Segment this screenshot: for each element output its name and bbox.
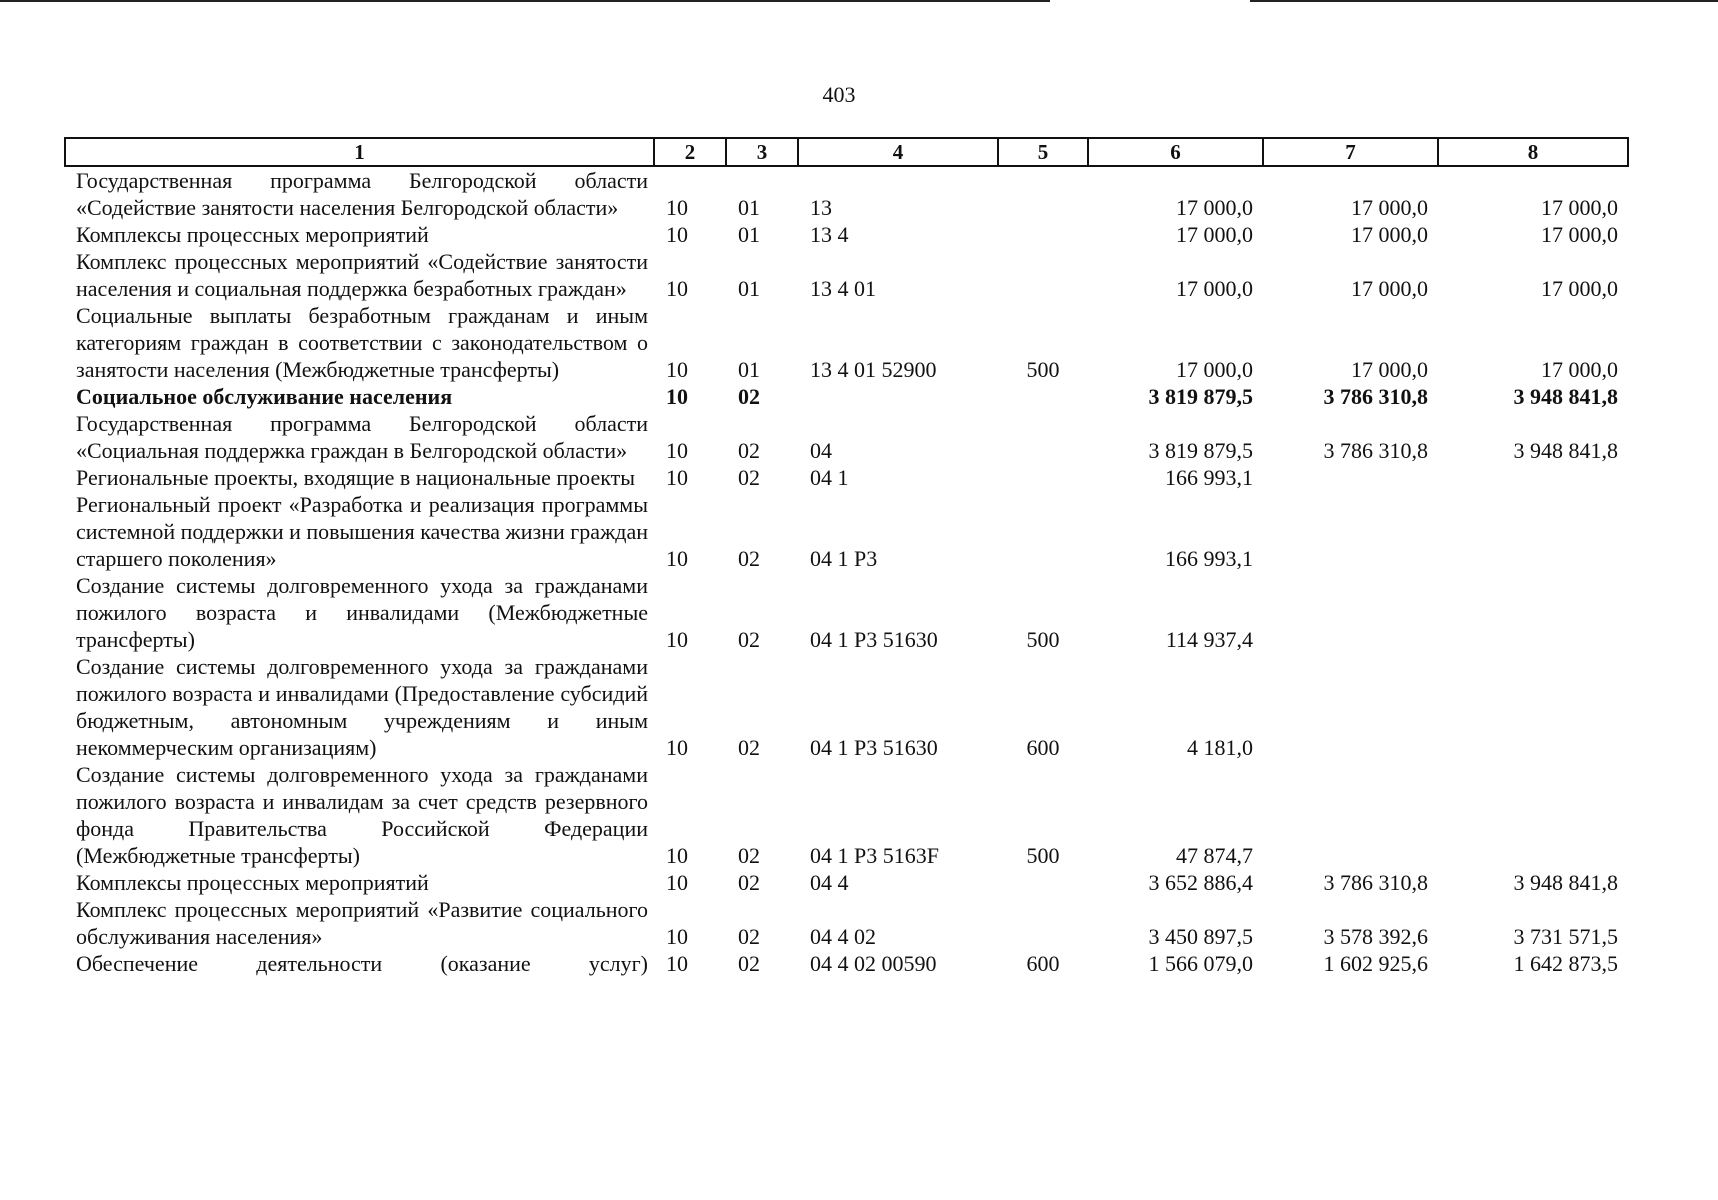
table-row [65,410,1628,464]
amount-col-6: 17 000,0 [1176,357,1253,382]
amount-col-6: 47 874,7 [1176,843,1253,868]
amount-col-7: 3 578 392,6 [1323,924,1428,949]
subsection-code: 02 [738,546,760,571]
amount-col-6: 166 993,1 [1165,465,1253,490]
table-row [65,869,1628,896]
expense-type-code: 500 [1026,357,1060,382]
amount-col-7 [1263,572,1438,653]
table-row [65,166,1628,221]
row-name: Государственная программа Белгородской области «Содействие занятости населения Белгородской области» [76,168,648,220]
amount-col-6: 17 000,0 [1176,276,1253,301]
header-cell: 6 [1088,138,1263,166]
section-code: 10 [666,870,688,895]
amount-col-6: 17 000,0 [1176,222,1253,247]
header-cell: 3 [726,138,798,166]
amount-col-8: 3 948 841,8 [1513,870,1618,895]
header-cell: 1 [65,138,654,166]
program-code: 04 1 Р3 51630 [810,735,938,760]
amount-col-7: 3 786 310,8 [1323,384,1428,409]
amount-col-7 [1263,491,1438,572]
amount-col-7 [1263,464,1438,491]
table-row [65,950,1628,977]
expense-type-code: 500 [1026,843,1060,868]
subsection-code: 02 [738,627,760,652]
amount-col-8: 17 000,0 [1541,222,1618,247]
expense-type-code [998,896,1088,950]
program-code: 04 4 [810,870,849,895]
subsection-code: 01 [738,276,760,301]
amount-col-7: 17 000,0 [1351,357,1428,382]
amount-col-7 [1263,761,1438,869]
row-name: Комплекс процессных мероприятий «Содействие занятости населения и социальная поддержка безработных граждан» [76,249,648,301]
amount-col-7: 17 000,0 [1351,276,1428,301]
header-cell: 4 [798,138,998,166]
program-code: 04 [810,438,832,463]
amount-col-6: 166 993,1 [1165,546,1253,571]
subsection-code: 02 [738,870,760,895]
table-row [65,653,1628,761]
table-row [65,572,1628,653]
expense-type-code [998,166,1088,221]
amount-col-6: 4 181,0 [1187,735,1253,760]
subsection-code: 02 [738,924,760,949]
amount-col-8 [1438,653,1628,761]
subsection-code: 02 [738,384,760,409]
table-row [65,383,1628,410]
program-code: 13 4 01 52900 [810,357,937,382]
subsection-code: 02 [738,438,760,463]
table-row [65,896,1628,950]
header-cell: 7 [1263,138,1438,166]
amount-col-6: 114 937,4 [1165,627,1253,652]
row-name: Региональные проекты, входящие в национальные проекты [76,465,636,490]
subsection-code: 01 [738,357,760,382]
program-code: 04 4 02 00590 [810,951,937,976]
program-code: 13 [810,195,832,220]
expense-type-code [998,869,1088,896]
section-code: 10 [666,951,688,976]
row-name: Комплекс процессных мероприятий «Развитие социального обслуживания населения» [76,897,648,949]
amount-col-8: 17 000,0 [1541,357,1618,382]
row-name: Создание системы долговременного ухода за гражданами пожилого возраста и инвалидам за счет средств резервного фонда Правительства Российской Федерации (Межбюджетные трансферты) [76,762,648,868]
row-name: Социальное обслуживание населения [76,384,453,409]
program-code [798,383,998,410]
expense-type-code [998,383,1088,410]
scan-edge-line [0,0,1050,2]
amount-col-6: 3 652 886,4 [1148,870,1253,895]
amount-col-7: 3 786 310,8 [1323,870,1428,895]
table-row [65,761,1628,869]
amount-col-7: 17 000,0 [1351,222,1428,247]
section-code: 10 [666,465,688,490]
expense-type-code [998,248,1088,302]
program-code: 13 4 [810,222,849,247]
section-code: 10 [666,438,688,463]
program-code: 04 1 Р3 5163F [810,843,939,868]
expense-type-code [998,464,1088,491]
amount-col-7: 1 602 925,6 [1323,951,1428,976]
expense-type-code: 500 [1026,627,1060,652]
expense-type-code [998,221,1088,248]
scan-edge-line [1250,0,1718,2]
program-code: 13 4 01 [810,276,876,301]
section-code: 10 [666,384,688,409]
row-name: Комплексы процессных мероприятий [76,222,429,247]
amount-col-8 [1438,572,1628,653]
section-code: 10 [666,222,688,247]
section-code: 10 [666,357,688,382]
section-code: 10 [666,276,688,301]
amount-col-8 [1438,464,1628,491]
table-row [65,221,1628,248]
expense-type-code: 600 [1026,951,1060,976]
table-row [65,491,1628,572]
section-code: 10 [666,843,688,868]
section-code: 10 [666,924,688,949]
table-body [65,166,1628,977]
expense-type-code [998,410,1088,464]
amount-col-8: 3 731 571,5 [1513,924,1618,949]
amount-col-7: 17 000,0 [1351,195,1428,220]
header-cell: 5 [998,138,1088,166]
amount-col-8: 1 642 873,5 [1513,951,1618,976]
row-name: Региональный проект «Разработка и реализация программы системной поддержки и повышения качества жизни граждан старшего поколения» [76,492,648,571]
subsection-code: 02 [738,465,760,490]
amount-col-6: 3 450 897,5 [1148,924,1253,949]
expense-type-code: 600 [1026,735,1060,760]
section-code: 10 [666,735,688,760]
section-code: 10 [666,195,688,220]
section-code: 10 [666,546,688,571]
section-code: 10 [666,627,688,652]
row-name: Обеспечение деятельности (оказание услуг) [76,951,648,976]
expense-type-code [998,491,1088,572]
table-row [65,302,1628,383]
amount-col-6: 17 000,0 [1176,195,1253,220]
program-code: 04 1 Р3 51630 [810,627,938,652]
program-code: 04 1 Р3 [810,546,878,571]
amount-col-8 [1438,491,1628,572]
amount-col-6: 3 819 879,5 [1148,384,1253,409]
amount-col-8: 3 948 841,8 [1513,384,1618,409]
amount-col-8: 17 000,0 [1541,276,1618,301]
row-name: Социальные выплаты безработным гражданам и иным категориям граждан в соответствии с законодательством о занятости населения (Межбюджетные трансферты) [76,303,648,382]
row-name: Создание системы долговременного ухода за гражданами пожилого возраста и инвалидами (Предоставление субсидий бюджетным, автономным учреждениям и иным некоммерческим организациям) [76,654,648,760]
amount-col-7: 3 786 310,8 [1323,438,1428,463]
program-code: 04 1 [810,465,849,490]
subsection-code: 01 [738,222,760,247]
row-name: Комплексы процессных мероприятий [76,870,429,895]
program-code: 04 4 02 [810,924,876,949]
budget-table [64,137,1629,977]
subsection-code: 02 [738,735,760,760]
subsection-code: 02 [738,951,760,976]
amount-col-8 [1438,761,1628,869]
amount-col-8: 17 000,0 [1541,195,1618,220]
row-name: Создание системы долговременного ухода за гражданами пожилого возраста и инвалидами (Межбюджетные трансферты) [76,573,648,652]
header-cell: 8 [1438,138,1628,166]
page-number: 403 [822,82,856,107]
header-row [65,138,1628,166]
subsection-code: 02 [738,843,760,868]
header-cell: 2 [654,138,726,166]
row-name: Государственная программа Белгородской области «Социальная поддержка граждан в Белгородской области» [76,411,648,463]
table-row [65,248,1628,302]
amount-col-6: 3 819 879,5 [1148,438,1253,463]
amount-col-7 [1263,653,1438,761]
subsection-code: 01 [738,195,760,220]
amount-col-6: 1 566 079,0 [1148,951,1253,976]
amount-col-8: 3 948 841,8 [1513,438,1618,463]
table-row [65,464,1628,491]
